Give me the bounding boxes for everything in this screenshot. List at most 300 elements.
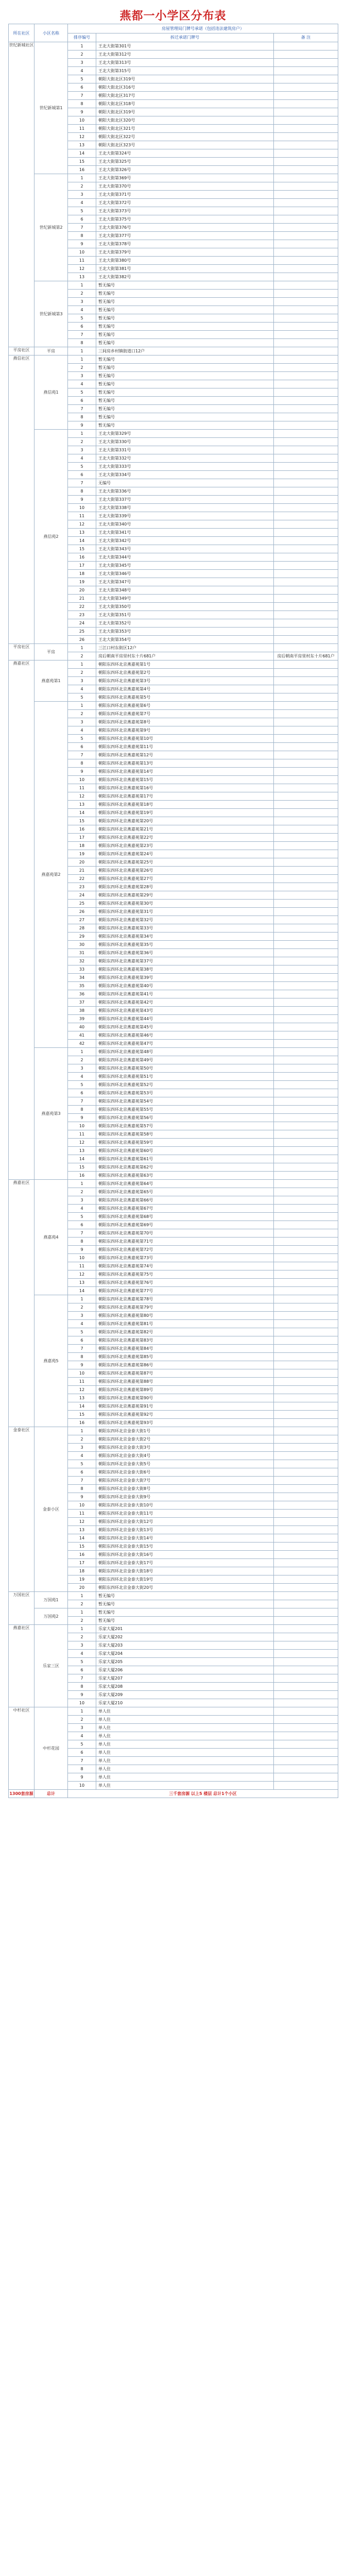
remark-cell (274, 1287, 338, 1295)
address-cell: 朝阳东四环北京金泰大街17号 (96, 1559, 274, 1567)
seq-cell: 16 (68, 553, 96, 562)
address-cell: 朝阳东四环北京燕嘉苑第72号 (96, 1246, 274, 1254)
remark-cell (274, 957, 338, 965)
seq-cell: 3 (68, 718, 96, 726)
compound-cell: 万国苑1 (34, 1592, 68, 1608)
remark-cell (274, 1353, 338, 1361)
address-cell: 朝阳东四环北京金泰大街6号 (96, 1468, 274, 1477)
seq-cell: 15 (68, 1543, 96, 1551)
remark-cell (274, 199, 338, 207)
remark-cell (274, 693, 338, 702)
remark-cell (274, 446, 338, 454)
address-cell: 乐家大厦202 (96, 1633, 274, 1641)
seq-cell: 22 (68, 603, 96, 611)
remark-cell (274, 825, 338, 834)
district-cell: 平房社区 (9, 644, 34, 660)
address-cell: 王北大街第345号 (96, 562, 274, 570)
seq-cell: 8 (68, 1353, 96, 1361)
seq-cell: 7 (68, 1477, 96, 1485)
table-row (9, 644, 338, 652)
seq-cell: 17 (68, 562, 96, 570)
address-cell: 朝阳东四环北京燕嘉苑第30号 (96, 900, 274, 908)
address-cell: 朝阳东四环北京燕嘉苑第10号 (96, 735, 274, 743)
address-cell: 王北大街第333号 (96, 463, 274, 471)
address-cell: 王北大街第332号 (96, 454, 274, 463)
seq-cell: 11 (68, 512, 96, 520)
remark-cell (274, 1773, 338, 1782)
seq-cell: 15 (68, 817, 96, 825)
remark-cell (274, 751, 338, 759)
seq-cell: 10 (68, 1699, 96, 1707)
district-cell: 平房社区 (9, 347, 34, 355)
remark-cell (274, 867, 338, 875)
remark-cell (274, 1567, 338, 1575)
seq-cell: 7 (68, 224, 96, 232)
address-cell: 朝阳东四环北京金泰大街18号 (96, 1567, 274, 1575)
address-cell: 朝阳大街北区322号 (96, 133, 274, 141)
address-cell: 朝阳东四环北京燕嘉苑第31号 (96, 908, 274, 916)
remark-cell (274, 1188, 338, 1196)
table-row (9, 355, 338, 364)
seq-cell: 14 (68, 149, 96, 158)
remark-cell (274, 1608, 338, 1617)
remark-cell (274, 100, 338, 108)
seq-cell: 2 (68, 652, 96, 660)
seq-cell: 1 (68, 1427, 96, 1435)
seq-cell: 3 (68, 1641, 96, 1650)
seq-cell: 8 (68, 1485, 96, 1493)
address-cell: 朝阳东四环北京燕嘉苑第63号 (96, 1172, 274, 1180)
remark-cell (274, 1238, 338, 1246)
seq-cell: 35 (68, 982, 96, 990)
address-cell: 朝阳东四环北京燕嘉苑第50号 (96, 1064, 274, 1073)
footer-text: 三千套房源 以上5 楼层 总计1个小区 (68, 1790, 338, 1798)
seq-cell: 11 (68, 257, 96, 265)
address-cell: 暂无编号 (96, 397, 274, 405)
remark-cell (274, 1106, 338, 1114)
address-cell: 王北大街第315号 (96, 67, 274, 75)
address-cell: 朝阳东四环北京燕嘉苑第76号 (96, 1279, 274, 1287)
address-cell: 朝阳东四环北京燕嘉苑第3号 (96, 677, 274, 685)
seq-cell: 11 (68, 784, 96, 792)
remark-cell (274, 1097, 338, 1106)
remark-cell (274, 59, 338, 67)
seq-cell: 20 (68, 1584, 96, 1592)
seq-cell: 1 (68, 281, 96, 290)
seq-cell: 12 (68, 1386, 96, 1394)
address-cell: 王北大街第339号 (96, 512, 274, 520)
seq-cell: 6 (68, 1336, 96, 1345)
address-cell: 暂无编号 (96, 290, 274, 298)
address-cell: 暂无编号 (96, 413, 274, 421)
address-cell: 朝阳东四环北京燕嘉苑第58号 (96, 1130, 274, 1139)
seq-cell: 18 (68, 570, 96, 578)
address-cell: 单人住 (96, 1782, 274, 1790)
remark-cell (274, 1270, 338, 1279)
compound-cell: 平房 (34, 644, 68, 660)
compound-cell: 燕嘉苑4 (34, 1180, 68, 1295)
header-address: 拆迁承诺门牌号 (96, 33, 274, 42)
seq-cell: 17 (68, 1559, 96, 1567)
remark-cell (274, 1056, 338, 1064)
seq-cell: 22 (68, 875, 96, 883)
remark-cell (274, 595, 338, 603)
remark-cell (274, 182, 338, 191)
address-cell: 朝阳东四环北京燕嘉苑第80号 (96, 1312, 274, 1320)
address-cell: 朝阳东四环北京燕嘉苑第21号 (96, 825, 274, 834)
address-cell: 王北大街第301号 (96, 42, 274, 50)
compound-cell: 金泰小区 (34, 1427, 68, 1592)
remark-cell (274, 1114, 338, 1122)
address-cell: 朝阳东四环北京燕嘉苑第88号 (96, 1378, 274, 1386)
remark-cell (274, 1641, 338, 1650)
table-row (9, 1592, 338, 1600)
address-cell: 王北大街第324号 (96, 149, 274, 158)
seq-cell: 8 (68, 232, 96, 240)
header-compound: 小区名称 (34, 24, 68, 42)
seq-cell: 1 (68, 660, 96, 669)
address-cell: 王北大街第348号 (96, 586, 274, 595)
address-cell: 乐家大厦205 (96, 1658, 274, 1666)
seq-cell: 4 (68, 1452, 96, 1460)
remark-cell (274, 50, 338, 59)
remark-cell (274, 1765, 338, 1773)
compound-cell: 世纪新城第1 (34, 42, 68, 174)
seq-cell: 2 (68, 364, 96, 372)
seq-cell: 13 (68, 1147, 96, 1155)
seq-cell: 14 (68, 1155, 96, 1163)
address-cell: 朝阳东四环北京燕嘉苑第14号 (96, 768, 274, 776)
remark-cell (274, 998, 338, 1007)
footer-compound: 总计 (34, 1790, 68, 1798)
remark-cell (274, 92, 338, 100)
address-cell: 朝阳东四环北京燕嘉苑第41号 (96, 990, 274, 998)
seq-cell: 23 (68, 611, 96, 619)
seq-cell: 19 (68, 850, 96, 858)
header-row-1 (9, 24, 338, 33)
remark-cell (274, 248, 338, 257)
seq-cell: 32 (68, 957, 96, 965)
address-cell: 朝阳东四环北京燕嘉苑第5号 (96, 693, 274, 702)
remark-cell (274, 1699, 338, 1707)
seq-cell: 8 (68, 413, 96, 421)
seq-cell: 1 (68, 42, 96, 50)
seq-cell: 6 (68, 1468, 96, 1477)
seq-cell: 12 (68, 1139, 96, 1147)
district-cell: 燕嘉社区 (9, 1625, 34, 1707)
seq-cell: 1 (68, 702, 96, 710)
seq-cell: 3 (68, 372, 96, 380)
seq-cell: 1 (68, 174, 96, 182)
seq-cell: 26 (68, 636, 96, 644)
remark-cell (274, 842, 338, 850)
seq-cell: 14 (68, 1287, 96, 1295)
remark-cell (274, 108, 338, 116)
remark-cell (274, 1411, 338, 1419)
remark-cell (274, 232, 338, 240)
remark-cell (274, 430, 338, 438)
remark-cell (274, 413, 338, 421)
seq-cell: 11 (68, 1130, 96, 1139)
address-cell: 乐家大厦207 (96, 1674, 274, 1683)
remark-cell (274, 323, 338, 331)
address-cell: 朝阳东四环北京燕嘉苑第9号 (96, 726, 274, 735)
remark-cell (274, 1666, 338, 1674)
remark-cell (274, 1394, 338, 1402)
table-row (9, 660, 338, 669)
seq-cell: 15 (68, 158, 96, 166)
address-cell: 朝阳东四环北京燕嘉苑第24号 (96, 850, 274, 858)
seq-cell: 41 (68, 1031, 96, 1040)
remark-cell (274, 496, 338, 504)
seq-cell: 3 (68, 1064, 96, 1073)
seq-cell: 25 (68, 900, 96, 908)
remark-cell (274, 1757, 338, 1765)
address-cell: 王北大街第344号 (96, 553, 274, 562)
table-row (9, 1608, 338, 1617)
address-cell: 朝阳东四环北京燕嘉苑第11号 (96, 743, 274, 751)
remark-cell (274, 1163, 338, 1172)
seq-cell: 42 (68, 1040, 96, 1048)
seq-cell: 4 (68, 1205, 96, 1213)
address-cell: 朝阳东四环北京金泰大街2号 (96, 1435, 274, 1444)
seq-cell: 40 (68, 1023, 96, 1031)
remark-cell (274, 405, 338, 413)
remark-cell (274, 759, 338, 768)
remark-cell (274, 1007, 338, 1015)
address-cell: 朝阳东四环北京燕嘉苑第87号 (96, 1369, 274, 1378)
address-cell: 暂无编号 (96, 380, 274, 388)
seq-cell: 21 (68, 595, 96, 603)
address-cell: 暂无编号 (96, 405, 274, 413)
seq-cell: 11 (68, 125, 96, 133)
seq-cell: 9 (68, 1361, 96, 1369)
remark-cell (274, 215, 338, 224)
seq-cell: 5 (68, 388, 96, 397)
address-cell: 王北大街第382号 (96, 273, 274, 281)
remark-cell (274, 1575, 338, 1584)
address-cell: 朝阳东四环北京燕嘉苑第43号 (96, 1007, 274, 1015)
address-cell: 王北大街第331号 (96, 446, 274, 454)
address-cell: 王北大街第373号 (96, 207, 274, 215)
address-cell: 朝阳东四环北京燕嘉苑第65号 (96, 1188, 274, 1196)
remark-cell (274, 314, 338, 323)
remark-cell (274, 166, 338, 174)
remark-cell (274, 982, 338, 990)
seq-cell: 1 (68, 347, 96, 355)
seq-cell: 2 (68, 1056, 96, 1064)
address-cell: 单人住 (96, 1724, 274, 1732)
seq-cell: 15 (68, 1163, 96, 1172)
seq-cell: 16 (68, 1172, 96, 1180)
table-row (9, 1625, 338, 1633)
seq-cell: 5 (68, 1658, 96, 1666)
seq-cell: 13 (68, 1279, 96, 1287)
remark-cell (274, 801, 338, 809)
remark-cell (274, 257, 338, 265)
remark-cell (274, 743, 338, 751)
remark-cell (274, 1279, 338, 1287)
seq-cell: 8 (68, 339, 96, 347)
seq-cell: 2 (68, 1435, 96, 1444)
remark-cell (274, 265, 338, 273)
address-cell: 乐家大厦204 (96, 1650, 274, 1658)
remark-cell (274, 1295, 338, 1303)
remark-cell (274, 768, 338, 776)
address-cell: 朝阳东四环北京燕嘉苑第2号 (96, 669, 274, 677)
seq-cell: 3 (68, 1196, 96, 1205)
seq-cell: 10 (68, 1782, 96, 1790)
address-cell: 朝阳东四环北京燕嘉苑第84号 (96, 1345, 274, 1353)
seq-cell: 6 (68, 1089, 96, 1097)
remark-cell (274, 1172, 338, 1180)
remark-cell (274, 718, 338, 726)
seq-cell: 16 (68, 166, 96, 174)
address-cell: 朝阳东四环北京燕嘉苑第92号 (96, 1411, 274, 1419)
header-district: 所在社区 (9, 24, 34, 42)
remark-cell (274, 619, 338, 628)
remark-cell (274, 397, 338, 405)
seq-cell: 18 (68, 1567, 96, 1575)
remark-cell (274, 726, 338, 735)
seq-cell: 13 (68, 529, 96, 537)
table-row (9, 430, 338, 438)
remark-cell (274, 421, 338, 430)
compound-cell: 平房 (34, 347, 68, 355)
seq-cell: 2 (68, 710, 96, 718)
seq-cell: 5 (68, 1328, 96, 1336)
address-cell: 朝阳东四环北京燕嘉苑第56号 (96, 1114, 274, 1122)
seq-cell: 10 (68, 1501, 96, 1510)
remark-cell (274, 1526, 338, 1534)
remark-cell (274, 965, 338, 974)
address-cell: 朝阳东四环北京燕嘉苑第42号 (96, 998, 274, 1007)
remark-cell (274, 1592, 338, 1600)
remark-cell (274, 1180, 338, 1188)
seq-cell: 20 (68, 858, 96, 867)
address-cell: 朝阳东四环北京燕嘉苑第33号 (96, 924, 274, 933)
remark-cell (274, 1740, 338, 1749)
seq-cell: 15 (68, 1411, 96, 1419)
address-cell: 朝阳东四环北京燕嘉苑第86号 (96, 1361, 274, 1369)
remark-cell (274, 512, 338, 520)
seq-cell: 31 (68, 949, 96, 957)
remark-cell (274, 537, 338, 545)
remark-cell (274, 207, 338, 215)
remark-cell (274, 702, 338, 710)
remark-cell (274, 141, 338, 149)
remark-cell (274, 339, 338, 347)
remark-cell (274, 1229, 338, 1238)
address-cell: 朝阳东四环北京燕嘉苑第34号 (96, 933, 274, 941)
address-cell: 朝阳东四环北京燕嘉苑第8号 (96, 718, 274, 726)
remark-cell (274, 298, 338, 306)
address-cell: 朝阳东四环北京燕嘉苑第91号 (96, 1402, 274, 1411)
seq-cell: 26 (68, 908, 96, 916)
footer-district: 1300套房源 (9, 1790, 34, 1798)
address-cell: 王北大街第334号 (96, 471, 274, 479)
address-cell: 朝阳东四环北京燕嘉苑第74号 (96, 1262, 274, 1270)
address-cell: 乐家大厦209 (96, 1691, 274, 1699)
address-cell: 朝阳东四环北京燕嘉苑第89号 (96, 1386, 274, 1394)
address-cell: 朝阳东四环北京燕嘉苑第44号 (96, 1015, 274, 1023)
remark-cell (274, 1625, 338, 1633)
remark-cell (274, 611, 338, 619)
remark-cell (274, 1205, 338, 1213)
address-cell: 朝阳东四环北京燕嘉苑第13号 (96, 759, 274, 768)
seq-cell: 33 (68, 965, 96, 974)
table-row (9, 42, 338, 50)
address-cell: 朝阳东四环北京燕嘉苑第40号 (96, 982, 274, 990)
address-cell: 三间房乡村镇街道口12户 (96, 347, 274, 355)
address-cell: 王北大街第347号 (96, 578, 274, 586)
address-cell: 朝阳东四环北京燕嘉苑第55号 (96, 1106, 274, 1114)
address-cell: 单人住 (96, 1757, 274, 1765)
address-cell: 暂无编号 (96, 306, 274, 314)
table-row (9, 174, 338, 182)
address-cell: 王北大街第353号 (96, 628, 274, 636)
address-cell: 朝阳东四环北京燕嘉苑第57号 (96, 1122, 274, 1130)
address-cell: 朝阳大街北区319号 (96, 108, 274, 116)
address-cell: 乐家大厦206 (96, 1666, 274, 1674)
address-cell: 朝阳东四环北京燕嘉苑第46号 (96, 1031, 274, 1040)
address-cell: 朝阳东四环北京燕嘉苑第93号 (96, 1419, 274, 1427)
district-cell: 燕嘉社区 (9, 1180, 34, 1427)
header-remark: 备 注 (274, 33, 338, 42)
seq-cell: 12 (68, 1270, 96, 1279)
address-cell: 朝阳大街北区320号 (96, 116, 274, 125)
address-cell: 王北大街第371号 (96, 191, 274, 199)
remark-cell (274, 603, 338, 611)
address-cell: 朝阳大街北区319号 (96, 75, 274, 83)
address-cell: 朝阳东四环北京燕嘉苑第6号 (96, 702, 274, 710)
remark-cell (274, 1460, 338, 1468)
seq-cell: 4 (68, 685, 96, 693)
address-cell: 王北大街第342号 (96, 537, 274, 545)
compound-cell: 中杉花园 (34, 1707, 68, 1790)
remark-cell (274, 1683, 338, 1691)
address-cell: 王北大街第326号 (96, 166, 274, 174)
seq-cell: 6 (68, 471, 96, 479)
remark-cell (274, 1551, 338, 1559)
remark-cell (274, 1600, 338, 1608)
remark-cell (274, 1147, 338, 1155)
address-cell: 王北大街第372号 (96, 199, 274, 207)
address-cell: 朝阳东四环北京金泰大街14号 (96, 1534, 274, 1543)
address-cell: 王北大街第350号 (96, 603, 274, 611)
address-cell: 朝阳东四环北京燕嘉苑第47号 (96, 1040, 274, 1048)
remark-cell (274, 133, 338, 141)
address-cell: 暂无编号 (96, 281, 274, 290)
remark-cell (274, 372, 338, 380)
remark-cell (274, 1435, 338, 1444)
compound-cell: 燕嘉苑第3 (34, 1048, 68, 1180)
seq-cell: 11 (68, 1510, 96, 1518)
address-cell: 朝阳东四环北京燕嘉苑第23号 (96, 842, 274, 850)
remark-cell (274, 677, 338, 685)
seq-cell: 37 (68, 998, 96, 1007)
address-cell: 朝阳东四环北京燕嘉苑第49号 (96, 1056, 274, 1064)
seq-cell: 4 (68, 380, 96, 388)
seq-cell: 1 (68, 355, 96, 364)
seq-cell: 3 (68, 191, 96, 199)
address-cell: 王北大街第329号 (96, 430, 274, 438)
address-cell: 朝阳东四环北京金泰大街12号 (96, 1518, 274, 1526)
seq-cell: 2 (68, 1188, 96, 1196)
address-cell: 朝阳东四环北京燕嘉苑第90号 (96, 1394, 274, 1402)
seq-cell: 2 (68, 290, 96, 298)
remark-cell (274, 158, 338, 166)
